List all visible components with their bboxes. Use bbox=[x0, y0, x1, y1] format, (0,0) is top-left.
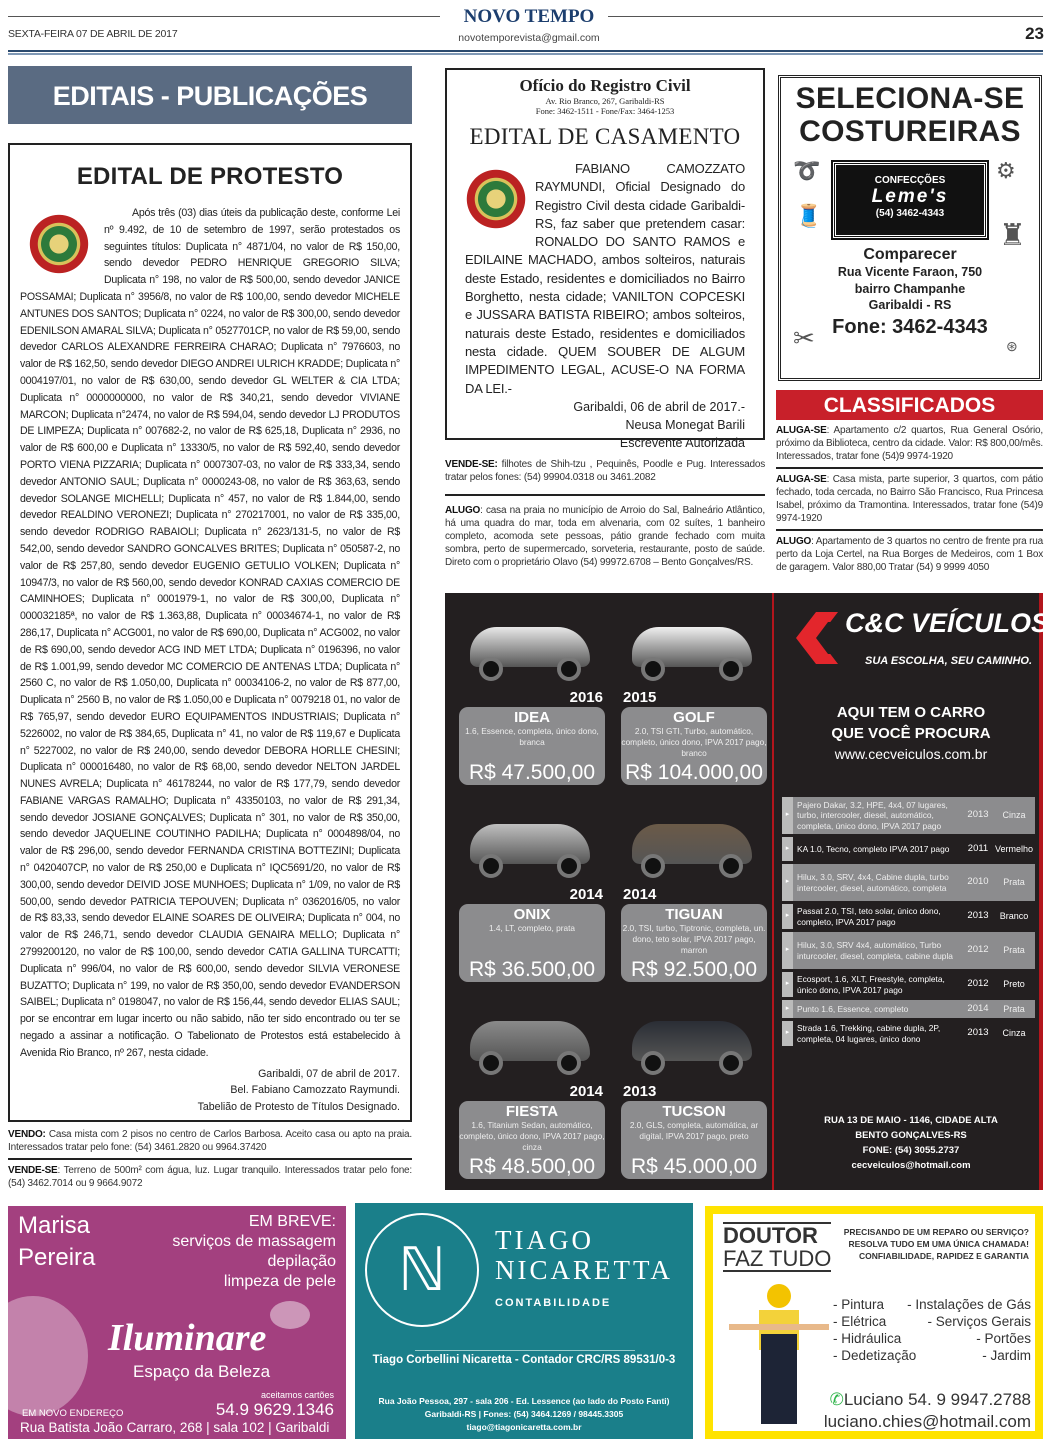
car-desc: Strada 1.6, Trekking, cabine dupla, 2P, completa, 04 lugares, único dono bbox=[797, 1023, 941, 1044]
tiago-sub: CONTABILIDADE bbox=[495, 1297, 612, 1309]
sig-line: Bel. Fabiano Camozzato Raymundi. bbox=[230, 1084, 400, 1097]
ad-headline: SELECIONA-SE bbox=[795, 82, 1025, 115]
car-listing bbox=[451, 794, 611, 990]
left-classifieds bbox=[8, 1128, 412, 1190]
new-address-label: EM NOVO ENDEREÇO bbox=[22, 1408, 124, 1419]
car-name: ONIX bbox=[513, 906, 551, 923]
services-soon: EM BREVE: serviços de massagem depilação limpeza de pele bbox=[172, 1213, 336, 1290]
doutor-phone: ✆Luciano 54. 9 9947.2788 bbox=[829, 1390, 1031, 1409]
cec-website: www.cecveiculos.com.br bbox=[834, 746, 988, 762]
protesto-signature bbox=[20, 1066, 400, 1116]
casamento-title: EDITAL DE CASAMENTO bbox=[469, 124, 741, 149]
car-year: 2013 bbox=[967, 1027, 989, 1039]
arrow-icon: ▸ bbox=[782, 1000, 793, 1018]
tiago-contador: Tiago Corbellini Nicaretta - Contador CRC/RS 89531/0-3 bbox=[372, 1354, 676, 1366]
services-right: - Instalações de Gás - Serviços Gerais - Portões - Jardim bbox=[907, 1297, 1031, 1363]
car-desc: 1.6, Titanium Sedan, automático, completo, único dono, IPVA 2017 pago, cinza bbox=[459, 1120, 605, 1152]
car-color: Prata bbox=[1003, 877, 1025, 888]
iluminare-brand: Iluminare bbox=[108, 1317, 267, 1359]
doutor-brand: DOUTOR FAZ TUDO bbox=[723, 1223, 832, 1271]
whatsapp-icon: ✆ bbox=[829, 1390, 844, 1409]
car-price: R$ 45.000,00 bbox=[630, 1155, 758, 1178]
tiago-contact: Rua João Pessoa, 297 - sala 206 - Ed. Lessence (ao lado do Posto Fanti) Garibaldi-RS | Fones: (54) 3464.1269 / 98445.3305 tiago@tiagonicaretta.com.br bbox=[378, 1396, 670, 1432]
butterfly-icon bbox=[270, 1301, 310, 1329]
logo-text: CONFECÇÕES bbox=[874, 175, 946, 186]
car-year: 2015 bbox=[623, 689, 657, 706]
car-year: 2011 bbox=[967, 842, 989, 854]
car-desc: Punto 1.6, Essence, completo bbox=[797, 1003, 909, 1014]
ad-headline: COSTUREIRAS bbox=[799, 115, 1021, 148]
header-double-rule bbox=[8, 50, 1043, 55]
services-left: - Pintura - Elétrica - Hidráulica - Dedetização bbox=[833, 1297, 917, 1363]
car-listing bbox=[451, 597, 611, 793]
office-name: Ofício do Registro Civil bbox=[519, 76, 691, 95]
car-listing bbox=[613, 991, 773, 1187]
classificados-header: CLASSIFICADOS bbox=[776, 390, 1043, 420]
tiago-brand: TIAGO NICARETTA bbox=[495, 1225, 673, 1285]
car-desc: 1.6, Essence, completa, único dono, branca bbox=[465, 726, 599, 747]
office-address: Av. Rio Branco, 267, Garibaldi-RS bbox=[545, 96, 665, 106]
car-color: Vermelho bbox=[994, 843, 1034, 854]
car-photo-icon bbox=[627, 999, 757, 1079]
car-card bbox=[459, 1101, 605, 1179]
classified-ad: VENDE-SE: Terreno de 500m² com água, luz. Lugar tranquilo. Interessados tratar pelo fone: (54) 3462.7014 ou 9 9664.9072 bbox=[8, 1165, 412, 1189]
car-photo-icon bbox=[465, 802, 595, 882]
car-desc: KA 1.0, Tecno, completo IPVA 2017 pago bbox=[797, 843, 950, 854]
car-table-row bbox=[782, 972, 1035, 997]
car-card bbox=[621, 1101, 767, 1179]
ad-comparecer: Comparecer bbox=[863, 246, 957, 263]
car-year: 2012 bbox=[967, 944, 989, 956]
newspaper-email: novotemporevista@gmail.com bbox=[458, 32, 600, 44]
car-year: 2013 bbox=[623, 1083, 657, 1100]
car-year: 2014 bbox=[967, 1002, 989, 1014]
cec-slogan: SUA ESCOLHA, SEU CAMINHO. bbox=[865, 655, 1033, 667]
sig-line: Tabelião de Protesto de Títulos Designado. bbox=[197, 1101, 400, 1114]
car-color: Preto bbox=[1003, 979, 1025, 990]
cec-tagline: AQUI TEM O CARRO QUE VOCÊ PROCURA www.cecveiculos.com.br bbox=[780, 702, 1042, 765]
arrow-icon: ▸ bbox=[782, 797, 793, 834]
car-photo-icon bbox=[465, 999, 595, 1079]
car-color: Branco bbox=[999, 911, 1029, 922]
car-desc: 2.0, TSI GTI, Turbo, automático, completo, único dono, IPVA 2017 pago, branco bbox=[621, 726, 767, 758]
car-name: TUCSON bbox=[662, 1103, 726, 1120]
logo-phone: (54) 3462-4343 bbox=[875, 208, 945, 219]
doutor-faz-tudo-ad bbox=[705, 1206, 1043, 1439]
car-table-row bbox=[782, 1000, 1035, 1018]
doutor-email: luciano.chies@hotmail.com bbox=[823, 1412, 1031, 1431]
sig-line: Garibaldi, 07 de abril de 2017. bbox=[258, 1067, 400, 1080]
divider bbox=[415, 1350, 635, 1351]
classified-ad: ALUGO: casa na praia no município de Arroio do Sal, Balneário Atlântico, há uma quadra do mar, toda em alvenaria, com 02 suítes, 1 banheiro completo, acomoda sete pessoas, pátio grande fechado com muita sombra, perto de supermercado, sorveteria, restaurante, posto de saúde. Direto com o proprietário Olavo (54) 99972.6708 – Bento Gonçalves/RS. bbox=[445, 505, 765, 568]
car-table-row bbox=[782, 1021, 1035, 1046]
cec-brand: C&C VEÍCULOS bbox=[845, 608, 1050, 638]
car-price: R$ 47.500,00 bbox=[468, 761, 596, 784]
tape-measure-icon: ➰ bbox=[793, 158, 821, 183]
protesto-title: EDITAL DE PROTESTO bbox=[76, 163, 344, 190]
divider bbox=[776, 529, 1043, 531]
car-price: R$ 92.500,00 bbox=[630, 958, 758, 981]
button-icon: ⊛ bbox=[1006, 338, 1018, 354]
rs-coat-of-arms-icon bbox=[465, 164, 527, 234]
car-name: FIESTA bbox=[505, 1103, 559, 1120]
handyman-figure-icon bbox=[729, 1284, 829, 1429]
car-listing bbox=[613, 794, 773, 990]
classified-ad: VENDO: Casa mista com 2 pisos no centro de Carlos Barbosa. Aceito casa ou apto na praia. Interessados tratar pelo fone: (54) 3461.2820 ou 9964.37420 bbox=[8, 1129, 412, 1153]
car-table-row bbox=[782, 797, 1035, 834]
spool-icon: 🧵 bbox=[795, 203, 823, 228]
lemes-logo bbox=[833, 162, 987, 238]
car-desc: 2.0, TSI, turbo, Tiptronic, completa, un. dono, teto solar, IPVA 2017 pago, marron bbox=[622, 923, 766, 955]
car-card bbox=[459, 904, 605, 982]
car-table-row bbox=[782, 932, 1035, 969]
car-color: Cinza bbox=[1002, 1028, 1026, 1039]
car-price: R$ 36.500,00 bbox=[468, 958, 596, 981]
car-desc: Passat 2.0, TSI, teto solar, único dono, completo, IPVA 2017 pago bbox=[797, 906, 941, 927]
protesto-body: Após três (03) dias úteis da publicação deste, conforme Lei nº 9.492, de 10 de setembro de 1997, serão protestados os seguintes títulos: Duplicata n° 4871/04, no valor de R$ 150,00, sendo devedor PEDRO HENRIQUE GREGORIO SILVA; Duplicata n° 198, no valor de R$ 500,00, sendo devedor JANICE POSSAMAI; Duplicata n° 3956/8, no valor de R$ 100,00, sendo devedor MICHELE ANTUNES DOS SANTOS; Duplicata n° 0224, no valor de R$ 300,00, sendo devedor EDENILSON AMARAL SILVA; Duplicata n° 0527701CP, no valor de R$ 59,00, sendo devedor CARLOS ALEXANDRE FERREIRA CHARAO; Duplicata n° 7976603, no valor de R$ 162,50, sendo devedor DIEGO ANDREI ULRICH KRADDE; Duplicata n° 0004197/01, no valor de R$ 630,00, sendo devedor GL WELTER & CIA LTDA; Duplicata n° 0000000000, no valor de R$ 340,21, sendo devedor VIVIANE MARCON; Duplicata n°2474, no valor de R$ 594,04, sendo devedor LJ PRODUTOS DE LIMPEZA; Duplicata n° 007682-2, no valor de R$ 625,18, Duplicata n° 2936, no valor de R$ 600,00 e Duplicata n° 13330/5, no valor de R$ 592,40, sendo devedor PORTO VIENA PIZZARIA; Duplicata n° 0007307-03, no valor de R$ 333,34, sendo devedor ANTONIO SAUL; Duplicata n° 0000243-08, no valor de R$ 363,63, sendo devedor SOLANGE MICHELLI; Duplicata n° 457, no valor de R$ 1.844,00, sendo devedor REALDINO VERONEZI; Duplicata n° 270217001, no valor de R$ 335,00, sendo devedor RODRIGO RABAIOLI; Duplicata n° 2623/131-5, no valor de R$ 542,00, sendo devedor SANDRO GONCALVES BRITES; Duplicata n° 050587-2, no valor de R$ 257,80, sendo devedor EUGENIO GETULIO VOLKEN; Duplicata n° 10947/3, no valor de R$ 560,00, sendo devedor KONRAD CAXIAS COMERCIO DE CAMINHOES; Duplicata n° 0001979-1, no valor de R$ 300,00, Duplicata n° 000032185ª, no valor de R$ 1.363,88, Duplicata n° 00034674-1, no valor de R$ 286,17, Duplicata n° ACG001, no valor de R$ 690,00, Duplicata n° ACG002, no valor de R$ 690,00, sendo devedor ACG IND MET LTDA; Duplicata n° 0196396, no valor de R$ 1.001,99, sendo devedor MC COMERCIO DE ANTENAS LTDA; Duplicata n° 2560 C, no valor de R$ 1.050,00, Duplicata n° 00034106-2, no valor de R$ 877,00, Duplicata n° 2560 B, no valor de R$ 1.050,00 e Duplicata n° 0079218 01, no valor de R$ 765,97, sendo devedor EURO EQUIPAMENTOS INDUSTRIAIS; Duplicata n° 5226002, no valor de R$ 384,65, Duplicata n° 41, no valor de R$ 119,67 e Duplicata n° 5227002, no valor de R$ 240,00, sendo devedor DEBORA HORLLE CHESINI; Duplicata n° 000016480, no valor de R$ 68,00, sendo devedor NELTON JARDEL NUNES AVRELA; Duplicata n° 46178244, no valor de R$ 177,79, sendo devedor FABIANE VARGAS RAMALHO; Duplicata n° 43350103, no valor de R$ 291,34, sendo devedor JOSIANE GONÇALVES; Duplicata n° 301, no valor de R$ 350,00, sendo devedor JAQUELINE COUTINHO PADILHA; Duplicata n° 0004898/04, no valor de R$ 296,00, sendo devedor FERNANDA CRISTINA BOTTEZINI; Duplicata n° 0420407CP, no valor de R$ 250,00 e Duplicata n° IQC5691/20, no valor de R$ 300,00, sendo devedor DEIVID JOSE MUNHOES; Duplicata n° 1/09, no valor de R$ 500,00, sendo devedor PATRICIA TEPOUVEN; Duplicata n° 0362016/05, no valor de R$ 83,33, sendo devedor ELAINE SOARES DE OLIVEIRA; Duplicata n° 004, no valor de R$ 246,71, sendo devedor CLAUDIA GENAIRA MELLO; Duplicata n° 2799200120, no valor de R$ 100,00, sendo devedor CATIA GALLINA TURCATTI; Duplicata n° 996/04, no valor de R$ 600,00, sendo devedor SILVIA VERONESE BUZATTO; Duplicata n° 199, no valor de R$ 350,00, sendo devedor EVANDERSON SAIBEL; Duplicata n° 0198047, no valor de R$ 156,44, sendo devedor ELIAS SAUL; por se encontrar em lugar incerto ou não sabido, não ter sido encontrado ou ter se negado a assinar a notificação. O Tabelionato de Protestos está estabelecido à Avenida Rio Branco, nº 267, nesta cidade. bbox=[20, 207, 400, 1059]
car-year: 2016 bbox=[569, 689, 603, 706]
tn-monogram-icon: ℕ bbox=[365, 1213, 479, 1327]
sewing-machine-icon: ⚙ bbox=[996, 158, 1016, 183]
classificados-list bbox=[776, 424, 1043, 574]
car-name: IDEA bbox=[514, 709, 550, 726]
section-title: EDITAIS - PUBLICAÇÕES LEGAIS bbox=[8, 66, 412, 124]
owner-name: Marisa Pereira bbox=[18, 1212, 96, 1271]
car-listing bbox=[613, 597, 773, 793]
issue-date: SEXTA-FEIRA 07 DE ABRIL DE 2017 bbox=[8, 28, 178, 40]
masthead: NOVO TEMPO bbox=[463, 6, 595, 27]
divider bbox=[776, 467, 1043, 469]
iluminare-phone: 54.9 9629.1346 bbox=[215, 1400, 334, 1419]
car-color: Prata bbox=[1003, 1003, 1025, 1014]
classified-ad: ALUGO: Apartamento de 3 quartos no centro de frente pra rua perto da Loja Certel, na Rua Borges de Medeiros, com 1 Box de garagem. Valor 880,00 Tratar (54) 9 9999 4050 bbox=[776, 536, 1043, 573]
cec-address: RUA 13 DE MAIO - 1146, CIDADE ALTA BENTO GONÇALVES-RS FONE: (54) 3055.2737 cecveiculos@hotmail.com bbox=[824, 1115, 998, 1171]
car-table-row bbox=[782, 864, 1035, 901]
tiago-nicaretta-ad bbox=[355, 1203, 693, 1439]
casamento-signature bbox=[465, 398, 745, 452]
sig-line: Escrevente Autorizada bbox=[619, 435, 745, 450]
ad-phone: Fone: 3462-4343 bbox=[832, 315, 988, 338]
scissors-icon: ✂ bbox=[793, 323, 815, 353]
mid-classifieds bbox=[445, 458, 765, 569]
edital-casamento bbox=[445, 68, 765, 450]
arrow-icon: ▸ bbox=[782, 904, 793, 929]
car-photo-icon bbox=[627, 802, 757, 882]
iluminare-address: Rua Batista João Carraro, 268 | sala 102 | Garibaldi bbox=[20, 1420, 330, 1435]
car-year: 2013 bbox=[967, 809, 989, 821]
car-desc: Hilux, 3.0, SRV 4x4, automático, Turbo inturcooler, diesel, completa, cabine dupla bbox=[797, 940, 953, 961]
iluminare-sub: Espaço da Beleza bbox=[133, 1362, 271, 1381]
car-color: Prata bbox=[1003, 945, 1025, 956]
car-table-row bbox=[782, 837, 1035, 861]
car-year: 2014 bbox=[623, 886, 657, 903]
costureiras-ad bbox=[778, 75, 1042, 381]
car-color: Cinza bbox=[1002, 810, 1026, 821]
car-card bbox=[459, 707, 605, 785]
sig-line: Garibaldi, 06 de abril de 2017.- bbox=[573, 399, 745, 414]
dress-form-icon: ♜ bbox=[999, 219, 1026, 252]
divider bbox=[445, 494, 765, 496]
car-year: 2013 bbox=[967, 910, 989, 922]
car-card bbox=[621, 904, 767, 982]
iluminare-ad bbox=[8, 1206, 346, 1439]
car-desc: 2.0, GLS, completa, automática, ar digital, IPVA 2017 pago, preto bbox=[629, 1120, 759, 1141]
sig-line: Neusa Monegat Barili bbox=[625, 417, 745, 432]
car-desc: Ecosport, 1.6, XLT, Freestyle, completa, único dono, IPVA 2017 pago bbox=[797, 974, 945, 995]
car-price: R$ 104.000,00 bbox=[625, 761, 763, 784]
car-photo-icon bbox=[465, 605, 595, 685]
arrow-icon: ▸ bbox=[782, 932, 793, 969]
edital-protesto bbox=[8, 143, 412, 1122]
car-desc: 1.4, LT, completo, prata bbox=[488, 923, 576, 933]
divider bbox=[8, 1158, 412, 1160]
car-year: 2010 bbox=[967, 876, 989, 888]
classified-ad: ALUGA-SE: Casa mista, parte superior, 3 quartos, com pátio fechado, toda cercada, no Bairro São Francisco, Rua Princesa Isabel, próximo da Tramontina. Interessados, tratar fone (54)9 9974-1920 bbox=[776, 474, 1043, 524]
car-desc: Pajero Dakar, 3.2, HPE, 4x4, 07 lugares, turbo, intercooler, diesel, automático, completa, único dono, IPVA 2017 pago bbox=[797, 799, 948, 831]
car-name: TIGUAN bbox=[665, 906, 723, 923]
car-year: 2012 bbox=[967, 978, 989, 990]
car-table-row bbox=[782, 904, 1035, 929]
arrow-icon: ▸ bbox=[782, 1021, 793, 1046]
car-name: GOLF bbox=[673, 709, 715, 726]
car-year: 2014 bbox=[569, 1083, 603, 1100]
butterfly-decoration-icon bbox=[0, 1296, 88, 1416]
car-price: R$ 48.500,00 bbox=[468, 1155, 596, 1178]
classified-ad: VENDE-SE: filhotes de Shih-tzu , Pequinês, Poodle e Pug. Interessados tratar pelos fones: (54) 99904.0318 ou 3461.2082 bbox=[445, 459, 765, 483]
car-desc: Hilux, 3.0, SRV, 4x4, Cabine dupla, turbo intercooler, diesel, automático, completa bbox=[797, 872, 949, 893]
page-number: 23 bbox=[1025, 24, 1044, 43]
car-year: 2014 bbox=[569, 886, 603, 903]
casamento-body: FABIANO CAMOZZATO RAYMUNDI, Oficial Designado do Registro Civil desta cidade Garibaldi-RS, faz saber que pretendem casar: RONALDO DO SANTO RAMOS e EDILAINE MACHADO, ambos solteiros, naturais deste Estado, residentes e domiciliados no Bairro Borghetto, nesta cidade; VANILTON COPCESKI e JUSSARA BATISTA RIBEIRO; ambos solteiros, naturais deste Estado, residentes e domiciliados nesta cidade. QUEM SOUBER DE ALGUM IMPEDIMENTO LEGAL, ACUSE-O NA FORMA DA LEI.- bbox=[465, 161, 745, 396]
arrow-icon: ▸ bbox=[782, 864, 793, 901]
car-photo-icon bbox=[627, 605, 757, 685]
arrow-icon: ▸ bbox=[782, 972, 793, 997]
arrow-icon: ▸ bbox=[782, 837, 793, 861]
ad-address: Rua Vicente Faraon, 750 bairro Champanhe Garibaldi - RS bbox=[837, 265, 983, 312]
car-card bbox=[621, 707, 767, 785]
used-car-table bbox=[782, 797, 1035, 1049]
rs-coat-of-arms-icon bbox=[26, 211, 92, 277]
cards-note: aceitamos cartões bbox=[260, 1390, 334, 1400]
office-phones: Fone: 3462-1511 - Fone/Fax: 3464-1253 bbox=[535, 106, 675, 116]
cec-chevron-logo-icon bbox=[796, 612, 838, 664]
doutor-pitch: PRECISANDO DE UM REPARO OU SERVIÇO? RESOLVA TUDO EM UMA ÚNICA CHAMADA! CONFIABILIDADE, RAPIDEZ E GARANTIA bbox=[843, 1227, 1029, 1261]
car-listing bbox=[451, 991, 611, 1187]
logo-brand: Leme's bbox=[871, 186, 949, 207]
classified-ad: ALUGA-SE: Apartamento c/2 quartos, Rua General Osório, próximo da Biblioteca, centro da cidade. Valor: R$ 800,00/mês. Interessados, tratar fone (54)9 9974-1920 bbox=[776, 425, 1044, 462]
